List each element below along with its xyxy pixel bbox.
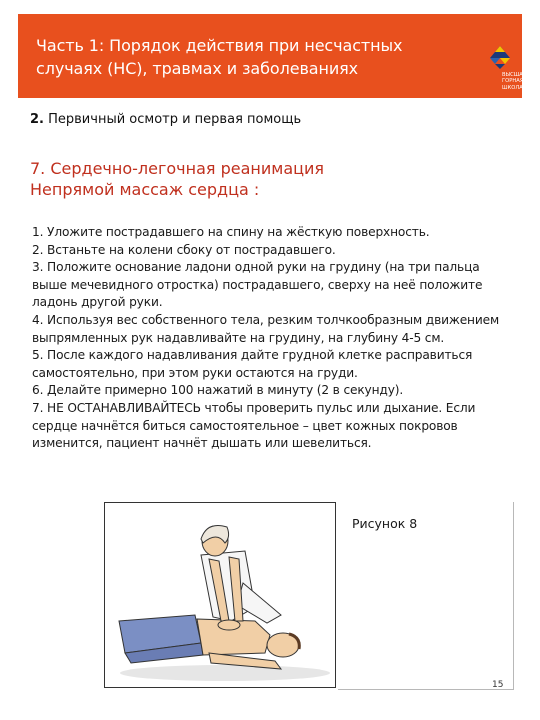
topic-heading [30,158,510,200]
instruction-step-6: 6. Делайте примерно 100 нажатий в минуту (2 в секунду). [32,383,404,398]
section-title: Первичный осмотр и первая помощь [48,112,302,127]
topic-heading-line-1: 7. Сердечно-легочная реанимация [30,159,325,178]
cpr-figure-icon [105,503,336,688]
school-logo [486,44,536,106]
page-number: 15 [492,680,504,690]
instruction-step-3: 3. Положите основание ладони одной руки на грудину (на три пальца выше мечевидного отростка) пострадавшего, сверху на неё положите ладонь другой руки. [32,260,483,310]
page-title-line-2: случаях (НС), травмах и заболеваниях [36,59,359,78]
logo-text-line-1: ВЫСШАЯ [502,72,527,78]
section-heading [30,112,301,127]
logo-text [502,72,540,91]
logo-text-line-2: ГОРНАЯ [502,78,524,85]
instruction-step-1: 1. Уложите пострадавшего на спину на жёсткую поверхность. [32,225,430,239]
cpr-illustration [104,502,336,688]
header-banner [18,14,527,98]
section-number: 2. [30,112,44,127]
instruction-step-5: 5. После каждого надавливания дайте грудной клетке расправиться самостоятельно, при этом руки остаются на груди. [32,348,473,380]
topic-heading-line-2: Непрямой массаж сердца : [30,180,260,199]
figure-caption: Рисунок 8 [352,516,418,531]
instruction-list [32,224,518,453]
instruction-step-2: 2. Встаньте на колени сбоку от пострадавшего. [32,242,336,257]
instruction-step-7: 7. НЕ ОСТАНАВЛИВАЙТЕСЬ чтобы проверить пульс или дыхание. Если сердце начнётся биться самостоятельное – цвет кожных покровов изменится, пациент начнёт дышать или шевелиться. [32,400,476,451]
page-title [36,34,436,80]
instruction-step-4: 4. Используя вес собственного тела, резким толчкообразным движением выпрямленных рук надавливайте на грудину, на глубину 4-5 см. [32,312,500,345]
page-title-line-1: Часть 1: Порядок действия при несчастных [36,36,403,55]
logo-text-line-3: ШКОЛА [502,84,523,91]
